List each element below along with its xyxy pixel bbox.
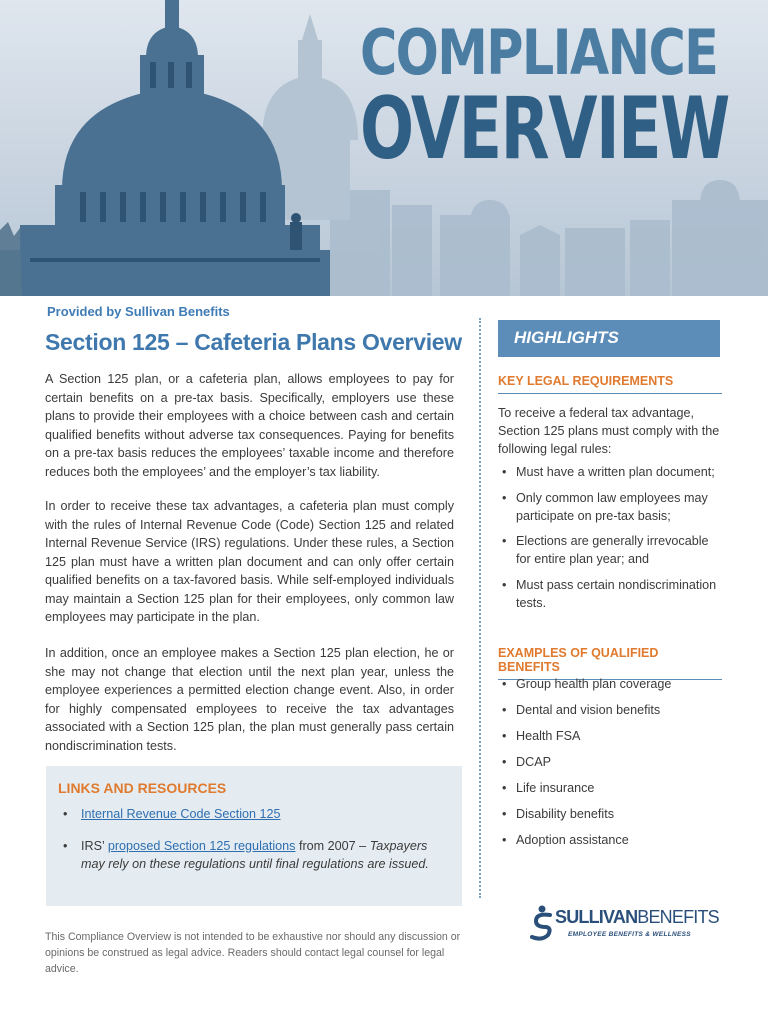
list-item — [502, 701, 724, 719]
list-item — [502, 532, 724, 568]
regulations-note: Taxpayers may rely on these regulations until final regulations are issued. — [81, 838, 429, 871]
link-prefix: IRS’ — [81, 838, 108, 853]
logo-word-light: BENEFITS — [637, 907, 719, 927]
bullet-icon: • — [502, 729, 507, 743]
list-item — [58, 805, 450, 824]
list-item — [502, 753, 724, 771]
list-item — [502, 727, 724, 745]
links-and-resources-box — [46, 766, 462, 906]
provided-by-label: Provided by Sullivan Benefits — [47, 304, 230, 319]
bullet-icon: • — [502, 577, 507, 592]
list-item — [502, 831, 724, 849]
bullet-icon: • — [502, 534, 507, 548]
tax-advantage-paragraph: In order to receive these tax advantages, a cafeteria plan must comply with the rules of Internal Revenue Code (Code) Section 125 and related Internal Revenue Service (IRS) regulations. Under these rules, a Section 125 plan must have a written plan document and can only offer certain qualified benefits on a tax-favored basis. While self-employed individuals may maintain a Section 125 plan for their employees, only common law employees may participate in the plan. — [45, 499, 454, 624]
key-legal-intro: To receive a federal tax advantage, Section 125 plans must comply with the following legal rules: — [498, 406, 720, 456]
requirement-text: Only common law employees may participate on pre-tax basis; — [516, 490, 708, 523]
list-item — [502, 805, 724, 823]
bullet-icon: • — [63, 807, 68, 821]
benefit-text: Group health plan coverage — [516, 677, 672, 691]
intro-paragraph: A Section 125 plan, or a cafeteria plan, allows employees to pay for certain benefits on a pre-tax basis. Specifically, employers use these plans to provide their employees with a choice between cash and certain qualified benefits without adverse tax consequences. Paying for benefits on a pre-tax basis reduces the employees’ taxable income and therefore reduces both the employees’ and the employer’s tax liability. — [45, 372, 454, 479]
bullet-icon: • — [502, 781, 507, 795]
list-item — [502, 489, 724, 525]
irc-section-125-link[interactable]: Internal Revenue Code Section 125 — [81, 807, 281, 821]
list-item — [502, 675, 724, 693]
list-item — [502, 463, 724, 481]
benefit-text: Life insurance — [516, 781, 595, 795]
disclaimer-text: This Compliance Overview is not intended to be exhaustive nor should any discussion or opinions be construed as legal advice. Readers should contact legal counsel for legal advice. — [45, 931, 461, 975]
benefits-list — [502, 675, 724, 857]
links-heading: LINKS AND RESOURCES — [58, 780, 227, 796]
election-paragraph: In addition, once an employee makes a Section 125 plan election, he or she may not change that election until the next plan year, unless the employee experiences a permitted election change event. Also, in order for highly compensated employees to receive the tax advantages associated with a Section 125 plan, the plan must generally pass certain nondiscrimination tests. — [45, 646, 454, 753]
logo-word-bold: SULLIVAN — [555, 907, 638, 927]
requirement-text: Must pass certain nondiscrimination tests. — [516, 577, 717, 610]
requirement-text: Elections are generally irrevocable for entire plan year; and — [516, 534, 709, 566]
header-banner — [0, 0, 768, 296]
benefit-text: Adoption assistance — [516, 833, 629, 847]
bullet-icon: • — [502, 833, 507, 847]
benefit-text: DCAP — [516, 755, 551, 769]
proposed-regulations-link[interactable]: proposed Section 125 regulations — [107, 838, 296, 853]
bullet-icon: • — [502, 703, 507, 717]
column-divider — [479, 318, 481, 898]
benefit-text: Dental and vision benefits — [516, 703, 661, 717]
qualified-benefits-heading: EXAMPLES OF QUALIFIED BENEFITS — [498, 646, 722, 680]
logo-swoosh-icon — [530, 903, 556, 943]
list-item — [502, 576, 724, 612]
logo-tagline: EMPLOYEE BENEFITS & WELLNESS — [568, 931, 691, 938]
highlights-header — [498, 320, 720, 357]
benefit-text: Health FSA — [516, 729, 581, 743]
banner-title-compliance: COMPLIANCE — [360, 16, 718, 89]
list-item — [502, 779, 724, 797]
requirement-text: Must have a written plan document; — [516, 465, 715, 479]
bullet-icon: • — [502, 677, 507, 691]
benefit-text: Disability benefits — [516, 807, 614, 821]
bullet-icon: • — [502, 465, 507, 479]
page-title: Section 125 – Cafeteria Plans Overview — [45, 329, 462, 355]
banner-title-overview: OVERVIEW — [360, 79, 729, 179]
bullet-icon: • — [502, 490, 507, 505]
link-suffix: from 2007 – — [295, 838, 370, 853]
list-item — [58, 837, 450, 874]
bullet-icon: • — [502, 755, 507, 769]
bullet-icon: • — [502, 807, 507, 821]
highlights-title: HIGHLIGHTS — [514, 328, 619, 347]
requirements-list — [502, 463, 724, 619]
sullivan-benefits-logo — [530, 903, 719, 949]
bullet-icon: • — [63, 838, 68, 853]
key-legal-requirements-heading: KEY LEGAL REQUIREMENTS — [498, 374, 722, 394]
